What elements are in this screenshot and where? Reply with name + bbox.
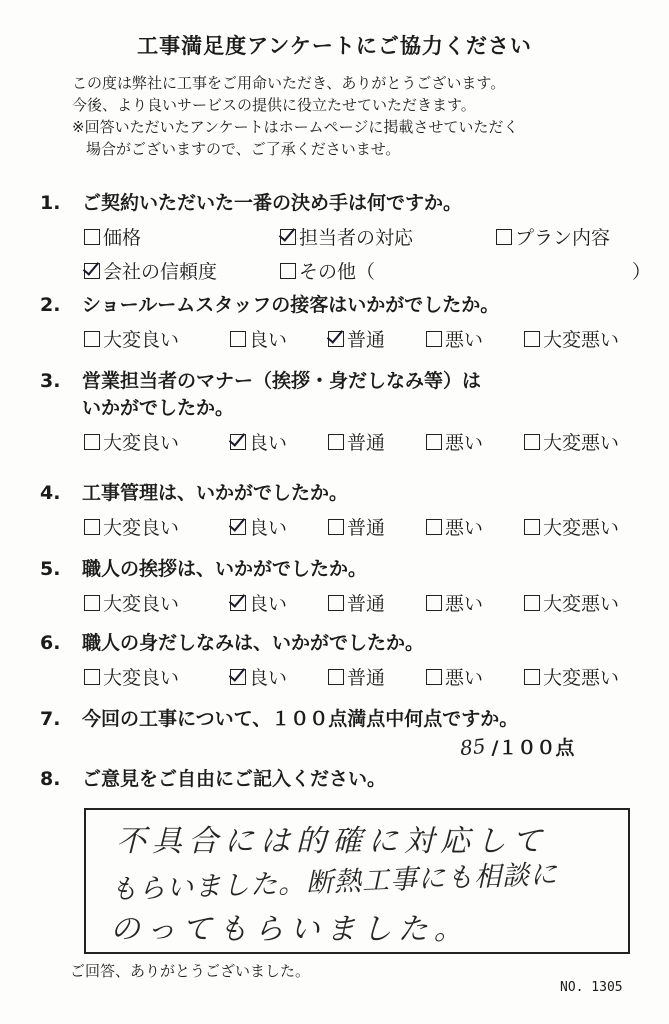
intro-line: 場合がございますので、ご了承くださいませ。: [86, 140, 401, 158]
option-very-bad[interactable]: 大変悪い: [524, 513, 619, 540]
option-very-bad[interactable]: 大変悪い: [524, 325, 619, 352]
question-6: [40, 630, 650, 693]
option-good[interactable]: 良い: [230, 589, 287, 616]
option-bad[interactable]: 悪い: [426, 513, 483, 540]
checkbox-checked[interactable]: [328, 331, 344, 347]
question-number: 5.: [40, 558, 61, 580]
score-answer[interactable]: [460, 733, 574, 760]
handwritten-comment-line: 不具合には的確に対応して: [116, 824, 548, 859]
checkbox[interactable]: [524, 669, 540, 685]
handwritten-score: 85: [458, 733, 487, 761]
question-8: [40, 766, 650, 793]
handwritten-comment-line: のってもらいました。: [110, 912, 470, 947]
checkbox[interactable]: [426, 331, 442, 347]
handwritten-comment-line: もらいました。断熱工事にも相談に: [109, 859, 559, 906]
checkbox[interactable]: [84, 331, 100, 347]
question-5: [40, 556, 650, 619]
option-average[interactable]: 普通: [328, 428, 385, 455]
option-very-good[interactable]: 大変良い: [84, 428, 179, 455]
option-plan-content[interactable]: プラン内容: [496, 223, 610, 250]
checkbox[interactable]: [496, 229, 512, 245]
question-text: ご意見をご自由にご記入ください。: [82, 768, 387, 790]
option-bad[interactable]: 悪い: [426, 325, 483, 352]
intro-line: この度は弊社に工事をご用命いただき、ありがとうございます。: [72, 74, 506, 92]
question-text: ショールームスタッフの接客はいかがでしたか。: [82, 294, 500, 316]
question-number: 6.: [40, 632, 61, 654]
option-other[interactable]: その他（: [280, 257, 375, 284]
option-very-bad[interactable]: 大変悪い: [524, 589, 619, 616]
intro-text: [72, 72, 518, 160]
comment-box[interactable]: [84, 808, 630, 954]
checkbox[interactable]: [524, 519, 540, 535]
option-very-good[interactable]: 大変良い: [84, 513, 179, 540]
question-number: 1.: [40, 192, 61, 214]
question-text: 職人の身だしなみは、いかがでしたか。: [82, 632, 425, 654]
option-good[interactable]: 良い: [230, 428, 287, 455]
checkbox-checked[interactable]: [230, 434, 246, 450]
question-number: 3.: [40, 370, 61, 392]
checkbox-checked[interactable]: [230, 595, 246, 611]
option-very-good[interactable]: 大変良い: [84, 325, 179, 352]
intro-line: ※回答いただいたアンケートはホームページに掲載させていただく: [72, 118, 519, 136]
question-3: [40, 368, 650, 458]
question-1: [40, 190, 650, 291]
checkbox-checked[interactable]: [84, 263, 100, 279]
checkbox[interactable]: [426, 519, 442, 535]
option-very-good[interactable]: 大変良い: [84, 589, 179, 616]
question-4: [40, 480, 650, 543]
option-good[interactable]: 良い: [230, 325, 287, 352]
option-average[interactable]: 普通: [328, 589, 385, 616]
question-text: 今回の工事について、１００点満点中何点ですか。: [82, 708, 519, 730]
close-paren: ）: [632, 261, 652, 283]
question-number: 4.: [40, 482, 61, 504]
checkbox[interactable]: [84, 229, 100, 245]
option-average[interactable]: 普通: [328, 325, 385, 352]
option-bad[interactable]: 悪い: [426, 589, 483, 616]
checkbox[interactable]: [84, 669, 100, 685]
checkbox[interactable]: [328, 519, 344, 535]
option-price[interactable]: 価格: [84, 223, 141, 250]
option-good[interactable]: 良い: [230, 663, 287, 690]
option-very-good[interactable]: 大変良い: [84, 663, 179, 690]
option-average[interactable]: 普通: [328, 513, 385, 540]
checkbox[interactable]: [328, 669, 344, 685]
option-bad[interactable]: 悪い: [426, 663, 483, 690]
intro-line: 今後、より良いサービスの提供に役立たせていただきます。: [72, 96, 476, 114]
question-number: 8.: [40, 768, 61, 790]
checkbox[interactable]: [328, 595, 344, 611]
thank-you-footer: ご回答、ありがとうございました。: [70, 962, 311, 980]
question-2: [40, 292, 650, 355]
checkbox[interactable]: [426, 595, 442, 611]
question-text: ご契約いただいた一番の決め手は何ですか。: [82, 192, 463, 214]
score-suffix: /１００点: [491, 737, 575, 759]
form-number: NO. 1305: [560, 980, 623, 995]
checkbox[interactable]: [426, 434, 442, 450]
checkbox[interactable]: [524, 595, 540, 611]
checkbox[interactable]: [84, 595, 100, 611]
option-very-bad[interactable]: 大変悪い: [524, 428, 619, 455]
question-number: 7.: [40, 708, 61, 730]
question-text: 職人の挨拶は、いかがでしたか。: [82, 558, 368, 580]
option-company-trust[interactable]: 会社の信頼度: [84, 257, 217, 284]
checkbox-checked[interactable]: [280, 229, 296, 245]
checkbox-checked[interactable]: [230, 669, 246, 685]
checkbox[interactable]: [524, 331, 540, 347]
checkbox[interactable]: [426, 669, 442, 685]
checkbox[interactable]: [84, 434, 100, 450]
option-staff-response[interactable]: 担当者の対応: [280, 223, 413, 250]
option-good[interactable]: 良い: [230, 513, 287, 540]
checkbox-checked[interactable]: [230, 519, 246, 535]
form-title: 工事満足度アンケートにご協力ください: [137, 34, 532, 58]
checkbox[interactable]: [524, 434, 540, 450]
checkbox[interactable]: [280, 263, 296, 279]
option-very-bad[interactable]: 大変悪い: [524, 663, 619, 690]
checkbox[interactable]: [328, 434, 344, 450]
option-average[interactable]: 普通: [328, 663, 385, 690]
question-text: 工事管理は、いかがでしたか。: [82, 482, 349, 504]
checkbox[interactable]: [84, 519, 100, 535]
question-7: [40, 706, 650, 733]
option-bad[interactable]: 悪い: [426, 428, 483, 455]
question-text: 営業担当者のマナー（挨拶・身だしなみ等）は: [82, 370, 482, 392]
question-text-continued: いかがでしたか。: [82, 397, 235, 419]
question-number: 2.: [40, 294, 61, 316]
checkbox[interactable]: [230, 331, 246, 347]
